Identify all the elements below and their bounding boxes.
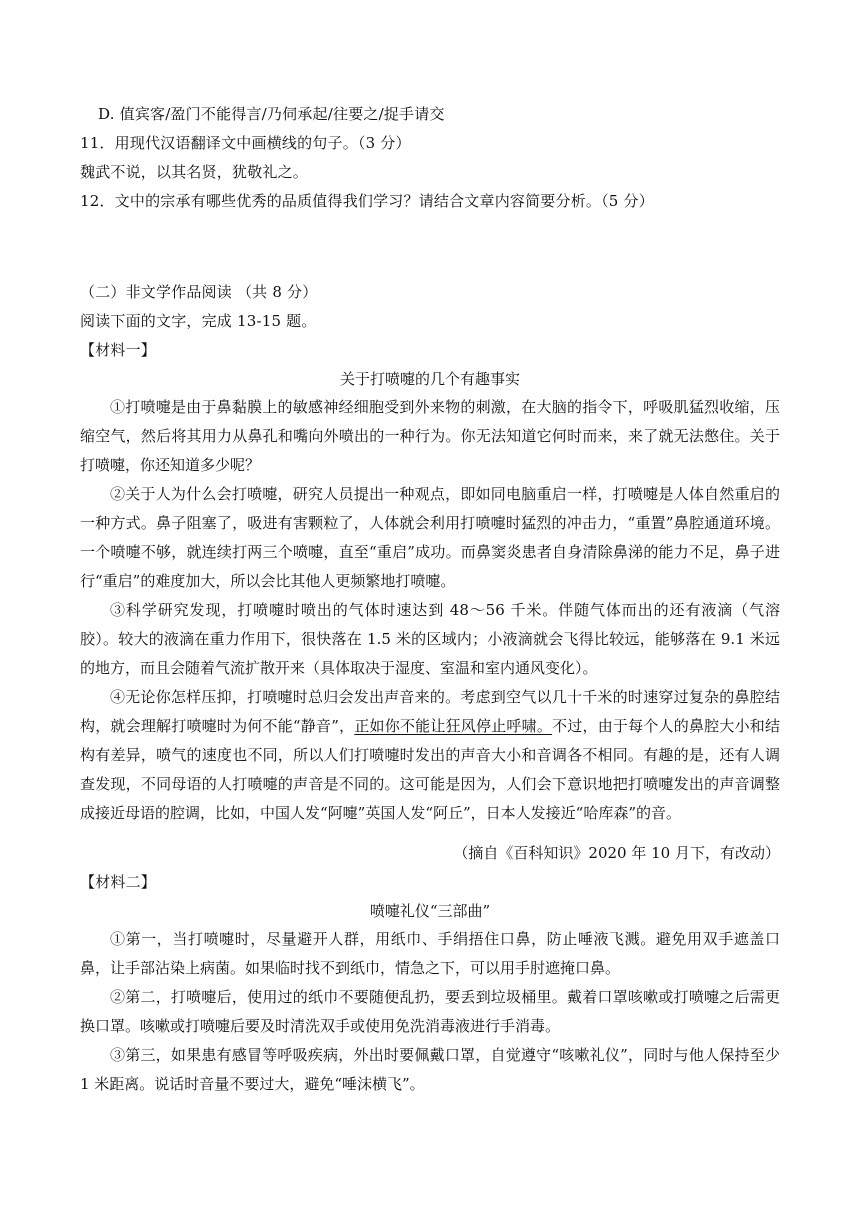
- material-two-title: 喷嚏礼仪“三部曲”: [369, 902, 491, 920]
- material-one-paragraph-2: ②关于人为什么会打喷嚏，研究人员提出一种观点，即如同电脑重启一样，打喷嚏是人体自然重启的一种方式。鼻子阻塞了，吸进有害颗粒了，人体就会利用打喷嚏时猛烈的冲击力，“重置”鼻腔通道环境。一个喷嚏不够，就连续打两三个喷嚏，直至“重启”成功。而鼻窦炎患者自身清除鼻涕的能力不足，鼻子进行“重启”的难度加大，所以会比其他人更频繁地打喷嚏。: [80, 485, 780, 590]
- material-one-title: 关于打喷嚏的几个有趣事实: [339, 370, 520, 388]
- material-one-paragraph-3: ③科学研究发现，打喷嚏时喷出的气体时速达到 48～56 千米。伴随气体而出的还有液滴（气溶胶）。较大的液滴在重力作用下，很快落在 1.5 米的区域内；小液滴就会飞得比较远，能够落在 9.1 米远的地方，而且会随着气流扩散开来（具体取决于湿度、室温和室内通风变化）。: [80, 601, 780, 677]
- question-12: 12．文中的宗承有哪些优秀的品质值得我们学习？请结合文章内容简要分析。（5 分）: [80, 192, 654, 210]
- underlined-sentence: 正如你不能让狂风停止呼啸。: [354, 717, 553, 735]
- material-one-label: 【材料一】: [80, 341, 157, 359]
- question-11: 11．用现代汉语翻译文中画横线的句子。（3 分）: [80, 134, 411, 152]
- paragraph-4-text-before: ④无论你怎样压抑，打喷嚏时总归会发出声音来的。考虑到空气以几十千米的时速穿过复杂的鼻腔结构，就会理解打喷嚏时为何不能“静音”，: [80, 688, 780, 735]
- question-11-sentence: 魏武不说，以其名贤，犹敬礼之。: [80, 163, 309, 181]
- material-two-label: 【材料二】: [80, 873, 157, 891]
- option-d: D. 值宾客/盈门不能得言/乃伺承起/往要之/捉手请交: [98, 105, 445, 123]
- section-instruction: 阅读下面的文字，完成 13-15 题。: [80, 312, 317, 330]
- material-one-paragraph-4: [80, 683, 780, 828]
- material-two-paragraph-2: ②第二，打喷嚏后，使用过的纸巾不要随便乱扔，要丢到垃圾桶里。戴着口罩咳嗽或打喷嚏之后需更换口罩。咳嗽或打喷嚏后要及时清洗双手或使用免洗消毒液进行手消毒。: [80, 988, 780, 1035]
- material-two-paragraph-3: ③第三，如果患有感冒等呼吸疾病，外出时要佩戴口罩，自觉遵守“咳嗽礼仪”，同时与他人保持至少 1 米距离。说话时音量不要过大，避免“唾沫横飞”。: [80, 1046, 780, 1093]
- material-one-source: （摘自《百科知识》2020 年 10 月下，有改动）: [453, 844, 780, 862]
- paragraph-4-text-after: 不过，由于每个人的鼻腔大小和结构有差异，喷气的速度也不同，所以人们打喷嚏时发出的声音大小和音调各不相同。有趣的是，还有人调查发现，不同母语的人打喷嚏的声音是不同的。这可能是因为，人们会下意识地把打喷嚏发出的声音调整成接近母语的腔调，比如，中国人发“阿嚏”英国人发“阿丘”，日本人发接近“哈库森”的音。: [80, 717, 780, 822]
- material-one-paragraph-1: ①打喷嚏是由于鼻黏膜上的敏感神经细胞受到外来物的刺激，在大脑的指令下，呼吸肌猛烈收缩，压缩空气，然后将其用力从鼻孔和嘴向外喷出的一种行为。你无法知道它何时而来，来了就无法憋住。关于打喷嚏，你还知道多少呢？: [80, 398, 780, 474]
- material-two-paragraph-1: ①第一，当打喷嚏时，尽量避开人群，用纸巾、手绢捂住口鼻，防止唾液飞溅。避免用双手遮盖口鼻，让手部沾染上病菌。如果临时找不到纸巾，情急之下，可以用手肘遮掩口鼻。: [80, 930, 780, 977]
- section-heading: （二）非文学作品阅读 （共 8 分）: [80, 283, 318, 301]
